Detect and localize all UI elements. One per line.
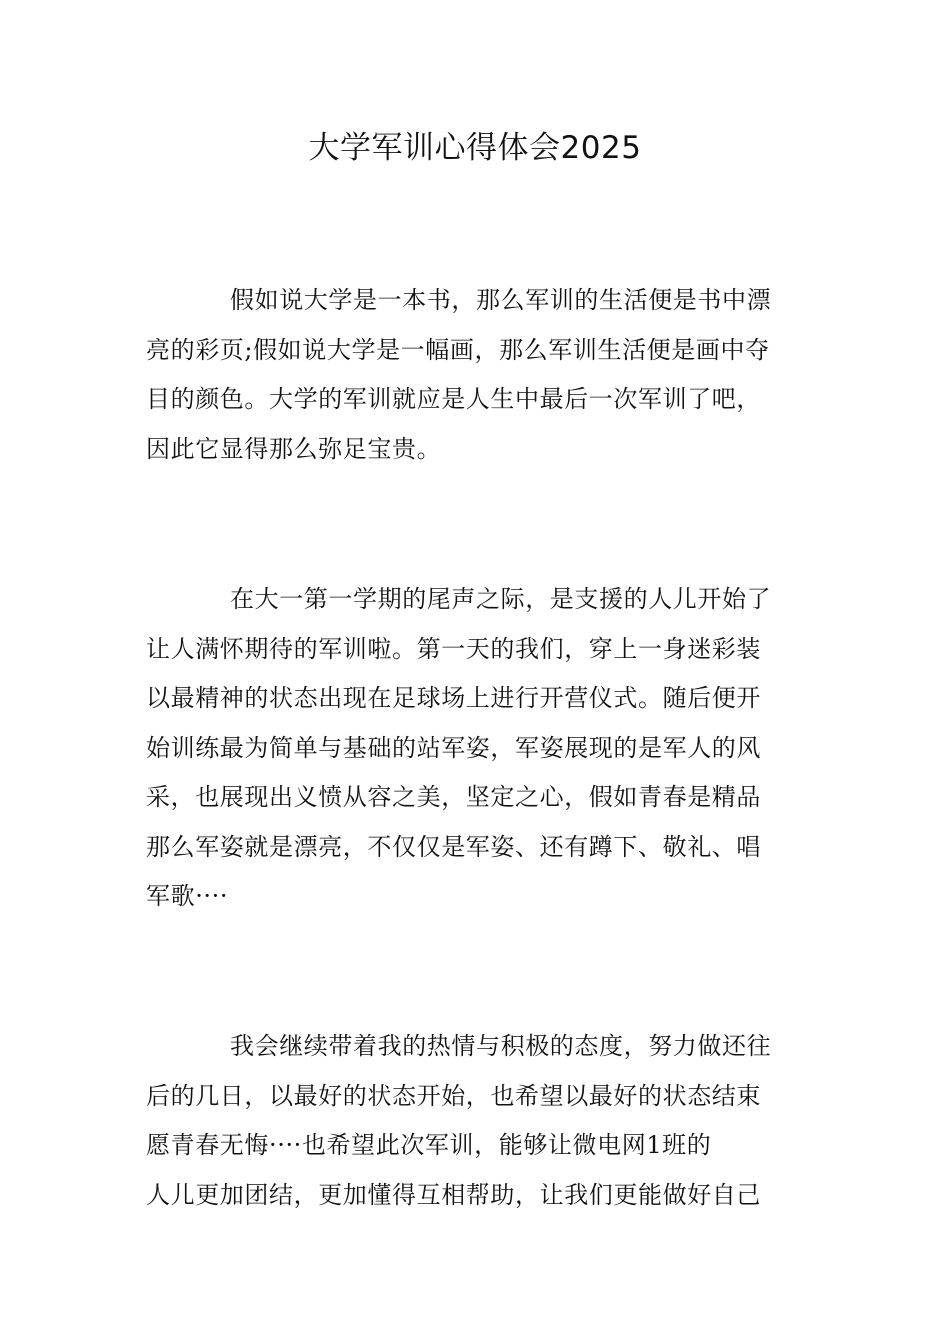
document-title: 大学军训心得体会2025: [308, 130, 642, 166]
paragraph-line: 始训练最为简单与基础的站军姿，军姿展现的是军人的风: [146, 733, 761, 762]
paragraph-line: 那么军姿就是漂亮，不仅仅是军姿、还有蹲下、敬礼、唱: [146, 832, 761, 861]
paragraph-line: 亮的彩页;假如说大学是一幅画，那么军训生活便是画中夺: [146, 335, 770, 364]
paragraph-line: 以最精神的状态出现在足球场上进行开营仪式。随后便开: [146, 684, 761, 712]
paragraph-line: 军歌····: [146, 882, 229, 910]
paragraph-line: 目的颜色。大学的军训就应是人生中最后一次军训了吧，: [146, 385, 761, 413]
paragraph-3: [146, 1022, 806, 1220]
paragraph-2: [146, 575, 806, 922]
paragraph-line: 让人满怀期待的军训啦。第一天的我们，穿上一身迷彩装: [146, 634, 761, 663]
paragraph-line: 假如说大学是一本书，那么军训的生活便是书中漂: [230, 286, 772, 314]
paragraph-line: 采，也展现出义愤从容之美，坚定之心，假如青春是精品: [146, 783, 761, 811]
paragraph-line: 愿青春无悔····也希望此次军训，能够让微电网1班的: [146, 1131, 712, 1159]
paragraph-line: 后的几日，以最好的状态开始，也希望以最好的状态结束: [146, 1081, 761, 1110]
paragraph-line: 在大一第一学期的尾声之际，是支援的人儿开始了: [230, 585, 772, 613]
paragraph-line: 因此它显得那么弥足宝贵。: [146, 434, 442, 463]
paragraph-1: [146, 276, 806, 474]
paragraph-line: 人儿更加团结，更加懂得互相帮助，让我们更能做好自己: [146, 1180, 761, 1209]
paragraph-line: 我会继续带着我的热情与积极的态度，努力做还往: [230, 1032, 772, 1060]
